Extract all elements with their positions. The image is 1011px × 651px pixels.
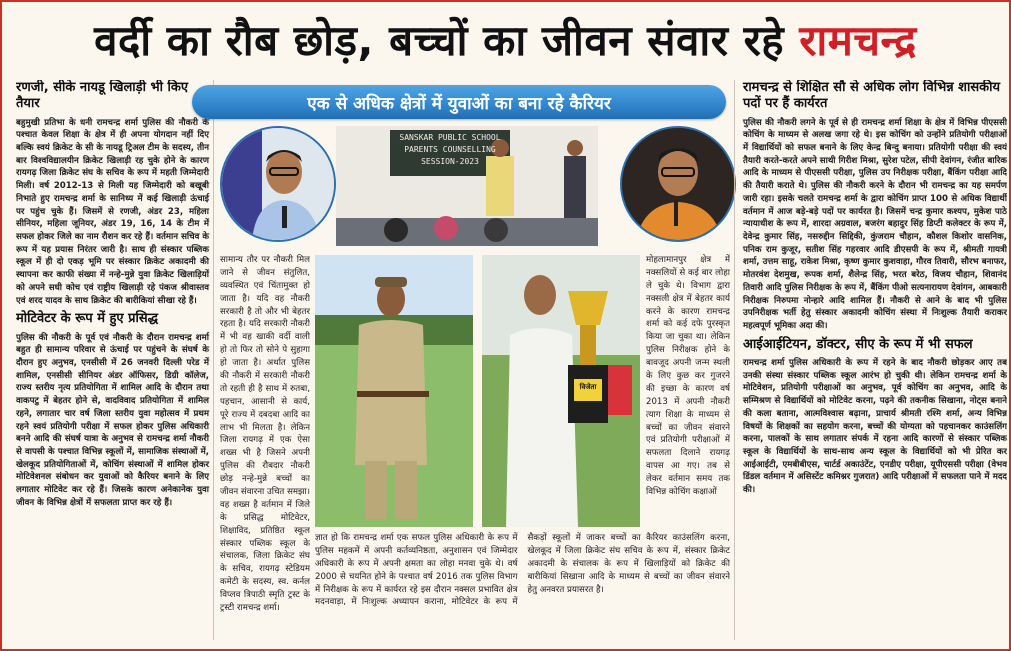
right-paragraph-1: पुलिस की नौकरी लगने के पूर्व से ही रामचन्द्र शर्मा शिक्षा के क्षेत्र में विभिन्न पीएससी कोचिंग के माध्यम से अलख जगा रहे थे। इस कोचिंग को उन्होंने प्रतियोगी परीक्षाओं में विद्यार्थियों को सफल बनाने के लिए केन्द्र बिन्दु बनाया। प्रतियोगी परीक्षा की स्वयं तैयारी करते-करते अपने साथी गिरीश मिश्रा, सुरेश पटेल, सीपी देवांगन, रंजीत बारिक आदि के माध्यम से पीएससी परीक्षा, पुलिस उप निरीक्षक परीक्षा, बैंकिंग परीक्षा आदि की तैयारी कराते थे। पुलिस की नौकरी करने के दौरान भी रामचन्द्र का यह समर्पण जारी रहा। इसके चलते रामचन्द्र शर्मा के द्वारा कोचिंग प्राप्त 100 से अधिक विद्यार्थी वर्तमान में आज बड़े-बड़े पदों पर कार्यरत है। जिसमें चन्द्र कुमार कश्यप, मुकेश पाठे न्यायाधीश के रूप में, शारदा अग्रवाल, बजरंग बहादुर सिंह डिप्टी कलेक्टर के रूप में, देवेन्द्र कुमार सिंह, नसरुद्दीन सिद्दिकी, कुंजराम चौहान, कौशल किशोर वासनिक, पनिक राम कुजूर, सतीश सिंह गहरवार आदि डीएसपी के रूप में, श्रीमती गायत्री शर्मा, उत्तम साहू, राकेश मिश्रा, कृष्ण कुमार कुशवाहा, गौरव तिवारी, सौरभ बनाफर, मोतरवंश देशमुख, रूपक शर्मा, शैलेन्द्र सिंह, भरत बरेठ, विजय चौहान, शिवानंद तिवारी आदि पुलिस निरीक्षक के रूप में, बैंकिंग पीओ सत्यनारायण देवांगन, आबकारी निरीक्षक निरुपमा नोन्हारे आदि शामिल हैं। नौकरी से आने के बाद भी पुलिस उपनिरीक्षक भर्ती हेतु संस्कार अकादमी कोचिंग संस्था में निःशुल्क तैयारी कराकर महत्वपूर्ण भूमिका अदा की। xyxy=(743,117,1007,331)
left-paragraph-2: पुलिस की नौकरी के पूर्व एवं नौकरी के दौरान रामचन्द्र शर्मा बहुत ही सामान्य परिवार से ऊंचाई पर पहुंचने के संघर्ष के दौरान हुए अनुभव, एनसीसी में 26 जनवरी दिल्ली परेड में शामिल, एनसीसी सीनियर अंडर ऑफिसर, डिग्री कॉलेज, राज्य स्तरीय नृत्य प्रतियोगिता में शामिल आदि के दौरान तथा वाकपटु में बेहतर होने से, वादविवाद प्रतियोगिता में शामिल रहने, लगातार चार वर्ष जिला स्तरीय युवा महोत्सव में प्रथम रहने स्वयं प्रतियोगी परीक्षा में सफल होकर पुलिस अधिकारी बनने आदि की संघर्ष यात्रा के अनुभव से रामचन्द्र शर्मा नौकरी से वापसी के पश्चात विभिन्न स्कूलों में, सामाजिक संस्थाओं में, खेलकूद प्रतियोगिताओं में, कोचिंग संस्थाओं में शामिल होकर मोटिवेशनल संबोधन कर युवाओं को कैरियर बनाने के लिए लगातार मोटिवेट कर रहे हैं। जिसके कारण अनेकानेक युवा जीवन के विभिन्न क्षेत्रों में सफलता प्राप्त कर रहे हैं। xyxy=(16,332,209,508)
portrait-photo-right xyxy=(620,126,736,242)
right-heading-2: आईआईटियन, डॉक्टर, सीए के रूप में भी सफल xyxy=(743,336,973,352)
trophy-label: विजेता xyxy=(579,383,597,391)
middle-column-2: मोहलामानपुर क्षेत्र में नक्सलियों से कई बार लोहा ले चुके थे। विभाग द्वारा नक्सली क्षेत्र में बेहतर कार्य करने के कारण रामचन्द्र शर्मा को कई दफे पुरस्कृत किया जा चुका था। लेकिन पुलिस निरीक्षक होने के बावजूद अपनी जन्म स्थली के लिए कुछ कर गुजरने की इच्छा के कारण वर्ष 2013 में अपनी नौकरी त्याग शिक्षा के माध्यम से बच्चों का जीवन संवारने एवं प्रतियोगी परीक्षाओं में सफलता दिलाने रायगढ़ वापस आ गए। तब से लेकर वर्तमान समय तक विभिन्न कोचिंग कक्षाओं xyxy=(646,255,730,498)
police-uniform-photo xyxy=(315,255,473,527)
board-line-3: SESSION-2023 xyxy=(421,157,479,166)
subheadline-banner: एक से अधिक क्षेत्रों में युवाओं का बना रहे कैरियर xyxy=(192,85,726,119)
left-heading-1: रणजी, सीके नायडू खिलाड़ी भी किए तैयार xyxy=(16,80,189,112)
left-heading-2: मोटिवेटर के रूप में हुए प्रसिद्ध xyxy=(16,311,159,327)
portrait-photo-left xyxy=(220,126,336,242)
left-paragraph-1: बहुमुखी प्रतिभा के धनी रामचन्द्र शर्मा पुलिस की नौकरी के पश्चात केवल शिक्षा के क्षेत्र में ही अपना योगदान नहीं दिए बल्कि स्वयं क्रिकेट के सी के नायडू ट्रिअल टीम के सदस्य, तीन बार विश्वविद्यालयीन क्रिकेट खिलाड़ी रह चुके होने के कारण रायगढ़ जिला क्रिकेट संघ के सचिव के रूप में महती जिम्मेदारी मिली। वर्ष 2012-13 से मिली यह जिम्मेदारी को बखूबी निभाते हुए रामचन्द्र शर्मा के सानिध्य में कई खिलाड़ी ऊंचाई पर पहुंच चुके हैं। जिसमें से रणजी, अंडर 23, महिला सीनियर, महिला जूनियर, अंडर 19, 16, 14 के टीम में सफल होकर जिले का नाम रौशन कर रहे हैं। वर्तमान सचिव के रूप में यह प्रयास निरंतर जारी है। साथ ही संस्कार पब्लिक स्कूल में ही दो एकड़ भूमि पर संस्कार क्रिकेट अकादमी की स्थापना कर काफी संख्या में नन्हे-मुन्ने युवा क्रिकेट खिलाड़ियों को अपने सधी कोच एवं राष्ट्रीय खिलाड़ी रहे पंकज श्रीवास्तव एवं शरद यादव के साथ क्रिकेट की बारीकियां सीखा रहे हैं। xyxy=(16,117,209,306)
trophy-photo xyxy=(482,255,640,527)
right-heading-1: रामचन्द्र से शिक्षित सौ से अधिक लोग विभिन्न शासकीय पदों पर हैं कार्यरत xyxy=(743,80,1001,112)
board-text xyxy=(394,132,506,168)
middle-bottom-text: ज्ञात हो कि रामचन्द्र शर्मा एक सफल पुलिस अधिकारी के रूप में पुलिस महकमें में अपनी कर्तव्यनिष्ठता, अनुशासन एवं जिम्मेदार अधिकारी के रूप में अपनी क्षमता का लोहा मनवा चुके थे। वर्ष 2000 से चयनित होने के पश्चात वर्ष 2016 तक पुलिस विभाग में निरीक्षक के रूप में कार्यरत रहे इस दौरान नक्सल प्रभावित क्षेत्र मदनवाड़ा, में निःशुल्क अध्यापन कराना, मोटिवेटर के रूप में सैकड़ों स्कूलों में जाकर बच्चों का कैरियर काउंसलिंग करना, खेलकूद में जिला क्रिकेट संघ सचिव के रूप में, संस्कार क्रिकेट अकादमी के संचालक के रूप में खिलाड़ियों को क्रिकेट की बारीकियां सिखाना आदि के माध्यम से बच्चों का जीवन संवारने हेतु अनवरत प्रयासरत है। xyxy=(315,533,730,608)
portrait-illustration xyxy=(222,128,334,240)
left-column xyxy=(16,80,214,640)
trophy-illustration xyxy=(482,255,640,527)
middle-column-1: सामान्य तौर पर नौकरी मिल जाने से जीवन संतुलित, व्यवस्थित एवं चिंतामुक्त हो जाता है। यदि वह नौकरी सरकारी है तो और भी बेहतर रहता है। यदि सरकारी नौकरी में भी वह खाकी वर्दी वाली हो तो फिर तो सोने पे सुहागा हो जाता है। अर्थात पुलिस की नौकरी में सरकारी नौकरी तो रहती ही है साथ में रुतबा, पहचान, आसानी से कार्य, पूरे राज्य में दबदबा आदि का लाभ भी मिलता है। लेकिन जिला रायगढ़ में एक ऐसा शख्स भी है जिसने अपनी पुलिस की रौबदार नौकरी छोड़ नन्हे-मुन्ने बच्चों का जीवन संवारना उचित समझा। वह शख्स है वर्तमान में जिले के प्रसिद्ध मोटिवेटर, शिक्षाविद, प्रतिष्ठित स्कूल संस्कार पब्लिक स्कूल के संचालक, जिला क्रिकेट संघ के सचिव, रायगढ़ स्टेडियम कमेटी के सदस्य, स्व. कर्नल विप्लव त्रिपाठी स्मृति ट्रस्ट के ट्रस्टी रामचन्द्र शर्मा। xyxy=(220,255,310,614)
headline xyxy=(2,2,1009,76)
police-illustration xyxy=(315,255,473,527)
right-column xyxy=(734,80,1007,640)
headline-name: रामचन्द्र xyxy=(799,15,917,65)
board-line-1: SANSKAR PUBLIC SCHOOL xyxy=(399,133,501,142)
headline-main: वर्दी का रौब छोड़, बच्चों का जीवन संवार रहे xyxy=(94,15,785,65)
right-paragraph-2: रामचन्द्र शर्मा पुलिस अधिकारी के रूप में रहने के बाद नौकरी छोड़कर आए तब उनकी संस्था संस्कार पब्लिक स्कूल आरंभ हो चुकी थी। लेकिन रामचन्द्र शर्मा के मोटिवेशन, प्रतियोगी परीक्षाओं का अनुभव, पूर्व कोचिंग का अनुभव, आदि के सम्मिश्रण से विद्यार्थियों को मोटिवेट करना, पढ़ने की तकनीक सिखाना, नोट्स बनाने की कला बताना, आत्मविश्वास बढ़ाना, प्राचार्य श्रीमती रश्मि शर्मा, अन्य विभिन्न विषयों के शिक्षकों का सहयोग करना, बच्चों की योग्यता को पहचानकर काउंसलिंग करना, पालकों के साथ लगातार संपर्क में रहना आदि कारणों से संस्कार पब्लिक स्कूल के विद्यार्थियों के साथ-साथ अन्य स्कूल के विद्यार्थियों को भी प्रेरित कर आईआईटी, एमबीबीएस, चार्टर्ड अकाउंटेंट, एनडीए परीक्षा, यूपीएससी परीक्षा (वेभव डिंडल वर्तमान में असिस्टेंट कमिश्नर गुजरात) आदि परीक्षाओं में सफलता पाने में मदद की। xyxy=(743,357,1007,496)
board-line-2: PARENTS COUNSELLING xyxy=(404,145,496,154)
speaker-illustration xyxy=(622,128,734,240)
counselling-event-photo xyxy=(336,126,598,246)
